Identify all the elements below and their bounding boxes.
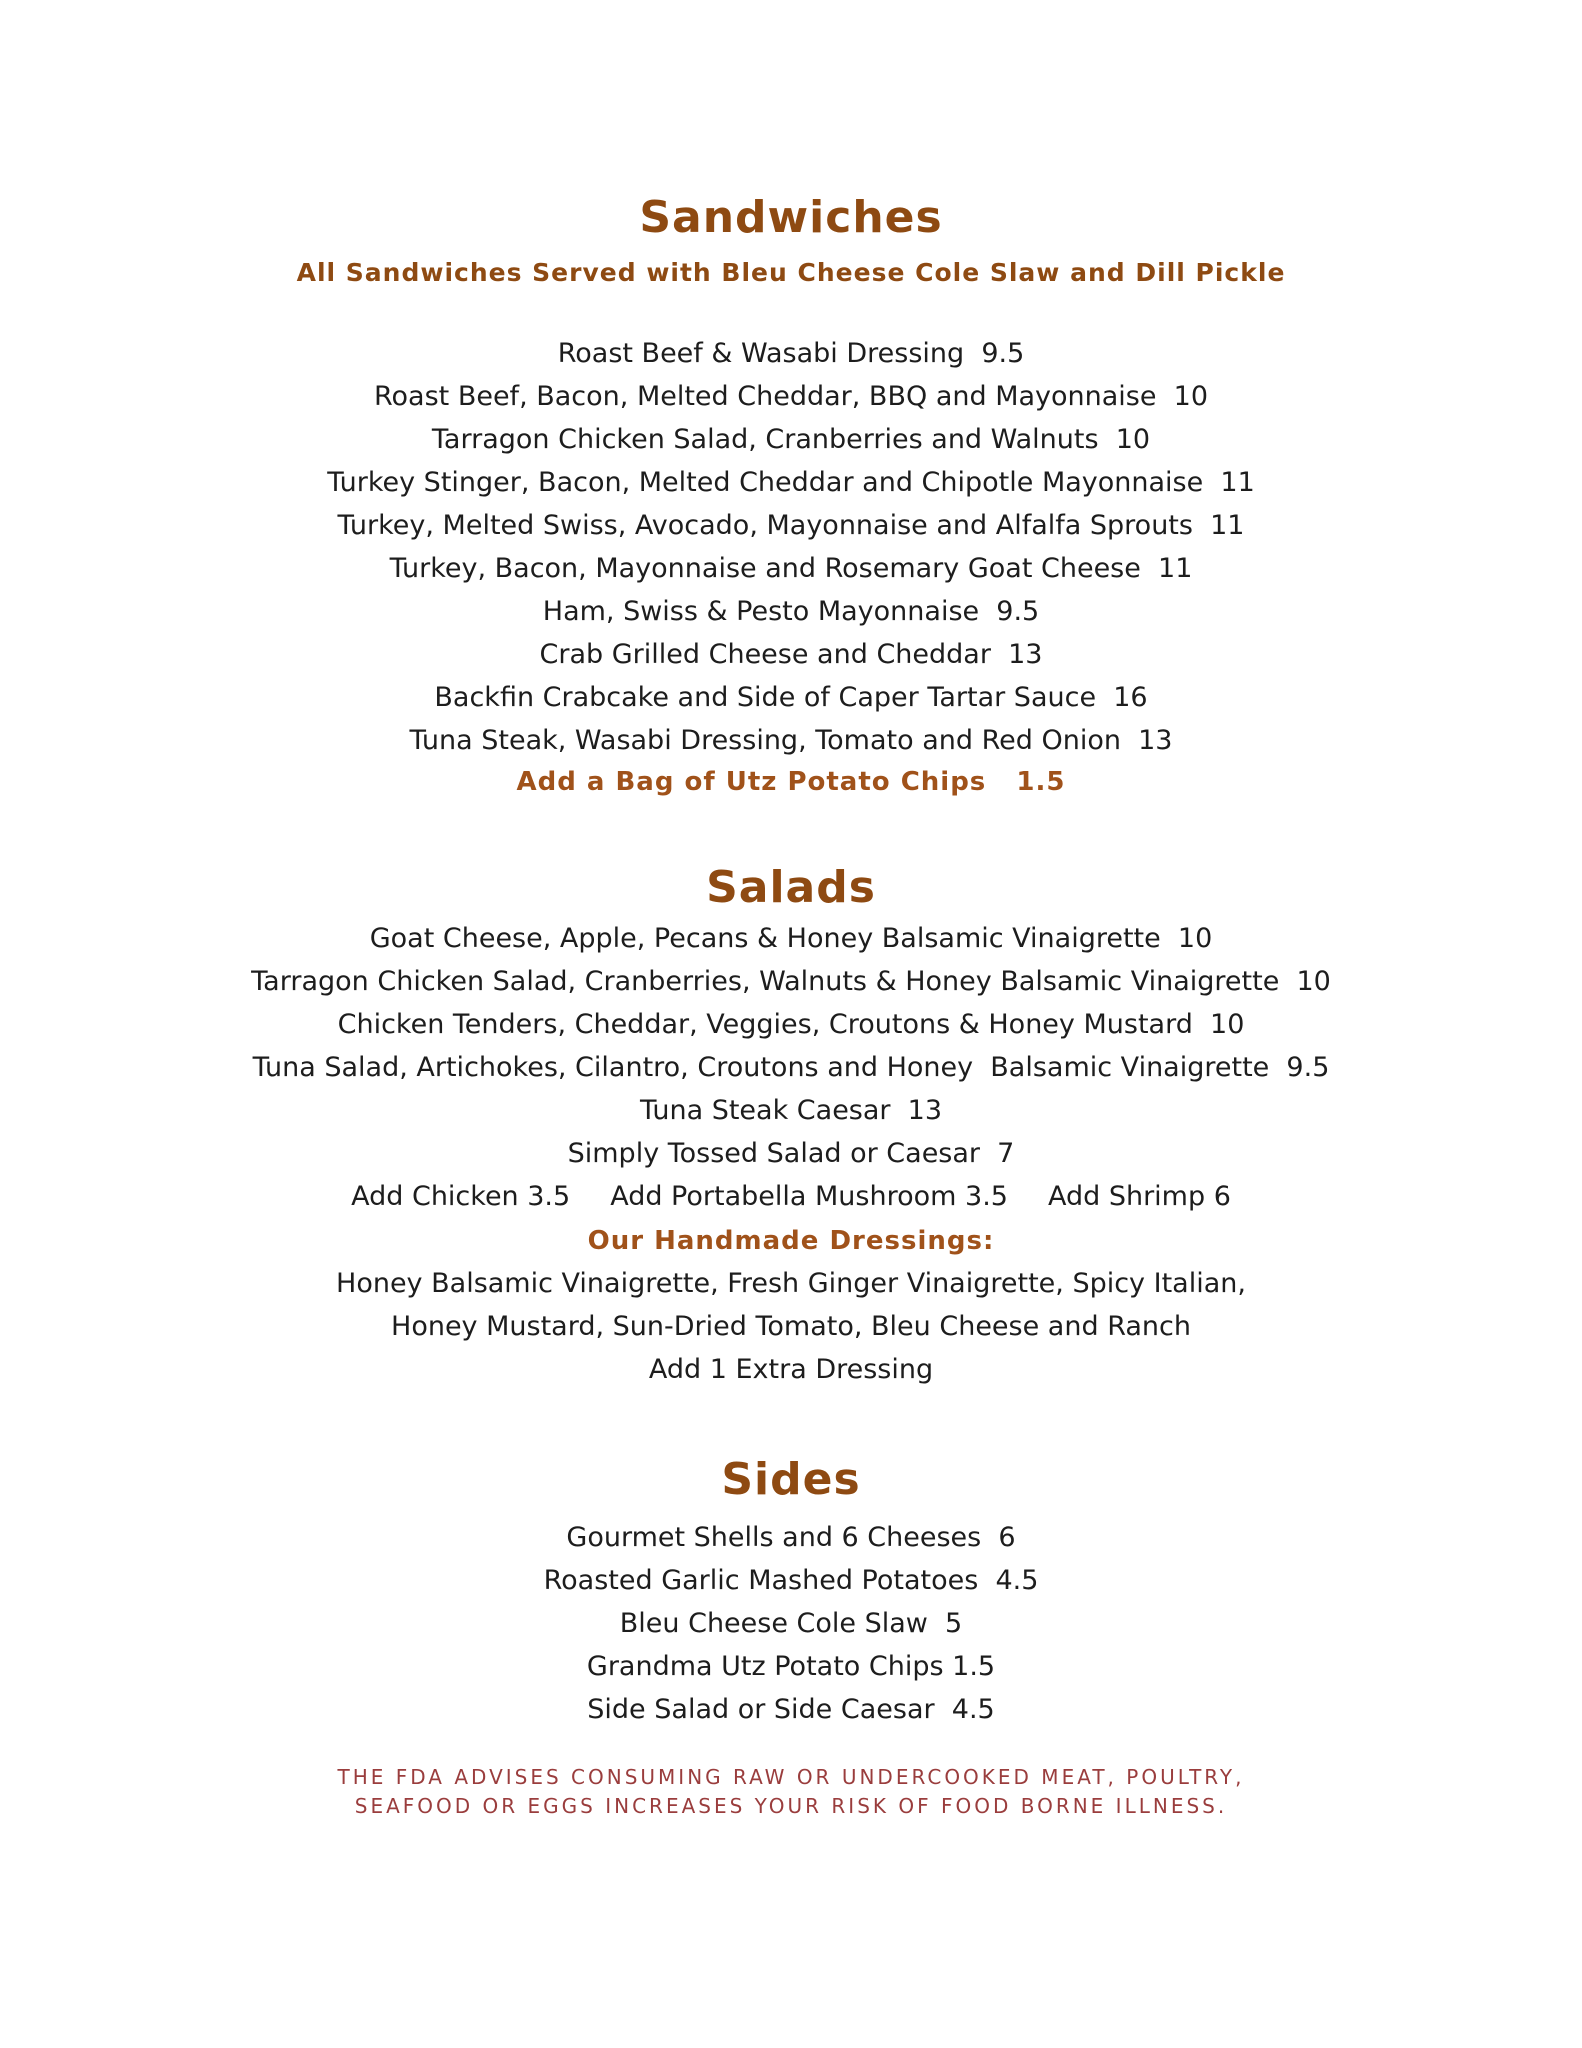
menu-item: Backfin Crabcake and Side of Caper Tartar Sauce 16	[434, 682, 1148, 713]
menu-item: Roast Beef, Bacon, Melted Cheddar, BBQ and Mayonnaise 10	[373, 381, 1209, 412]
menu-item: Roasted Garlic Mashed Potatoes 4.5	[543, 1565, 1039, 1596]
dressings-list: Honey Mustard, Sun-Dried Tomato, Bleu Cheese and Ranch	[391, 1311, 1191, 1342]
menu-item: Ham, Swiss & Pesto Mayonnaise 9.5	[542, 596, 1040, 627]
menu-item: Simply Tossed Salad or Caesar 7	[567, 1138, 1015, 1169]
sandwiches-addon: Add a Bag of Utz Potato Chips 1.5	[516, 767, 1066, 797]
menu-item: Side Salad or Side Caesar 4.5	[587, 1694, 995, 1725]
menu-item: Tarragon Chicken Salad, Cranberries and Walnuts 10	[431, 424, 1151, 455]
sandwiches-subtitle: All Sandwiches Served with Bleu Cheese Cole Slaw and Dill Pickle	[296, 258, 1286, 287]
dressings-list: Honey Balsamic Vinaigrette, Fresh Ginger Vinaigrette, Spicy Italian,	[336, 1268, 1246, 1299]
menu-item: Tarragon Chicken Salad, Cranberries, Walnuts & Honey Balsamic Vinaigrette 10	[251, 966, 1331, 997]
sides-heading: Sides	[721, 1454, 861, 1505]
extra-dressing: Add 1 Extra Dressing	[648, 1354, 934, 1385]
menu-item: Turkey Stinger, Bacon, Melted Cheddar and Chipotle Mayonnaise 11	[327, 467, 1255, 498]
salad-addon: Add Portabella Mushroom 3.5	[610, 1181, 1008, 1212]
menu-item: Goat Cheese, Apple, Pecans & Honey Balsamic Vinaigrette 10	[369, 923, 1213, 954]
salad-addons	[0, 1183, 1582, 1210]
salad-addon: Add Chicken 3.5	[351, 1181, 571, 1212]
menu-item: Roast Beef & Wasabi Dressing 9.5	[557, 338, 1025, 369]
menu-item: Turkey, Bacon, Mayonnaise and Rosemary Goat Cheese 11	[389, 553, 1193, 584]
menu-item: Crab Grilled Cheese and Cheddar 13	[539, 639, 1043, 670]
fda-warning: SEAFOOD OR EGGS INCREASES YOUR RISK OF FOOD BORNE ILLNESS.	[354, 1794, 1228, 1818]
menu-item: Tuna Steak, Wasabi Dressing, Tomato and Red Onion 13	[409, 725, 1173, 756]
fda-warning: THE FDA ADVISES CONSUMING RAW OR UNDERCOOKED MEAT, POULTRY,	[337, 1765, 1245, 1789]
menu-item: Chicken Tenders, Cheddar, Veggies, Croutons & Honey Mustard 10	[337, 1009, 1245, 1040]
menu-item: Tuna Steak Caesar 13	[639, 1095, 943, 1126]
salad-addon: Add Shrimp 6	[1047, 1181, 1231, 1212]
menu-item: Bleu Cheese Cole Slaw 5	[619, 1608, 963, 1639]
sandwiches-heading: Sandwiches	[639, 192, 943, 243]
menu-item: Tuna Salad, Artichokes, Cilantro, Croutons and Honey Balsamic Vinaigrette 9.5	[252, 1052, 1330, 1083]
dressings-heading: Our Handmade Dressings:	[587, 1226, 995, 1256]
menu-item: Grandma Utz Potato Chips 1.5	[586, 1651, 996, 1682]
salads-heading: Salads	[706, 862, 876, 913]
menu-item: Gourmet Shells and 6 Cheeses 6	[566, 1522, 1016, 1553]
menu-item: Turkey, Melted Swiss, Avocado, Mayonnaise and Alfalfa Sprouts 11	[337, 510, 1245, 541]
